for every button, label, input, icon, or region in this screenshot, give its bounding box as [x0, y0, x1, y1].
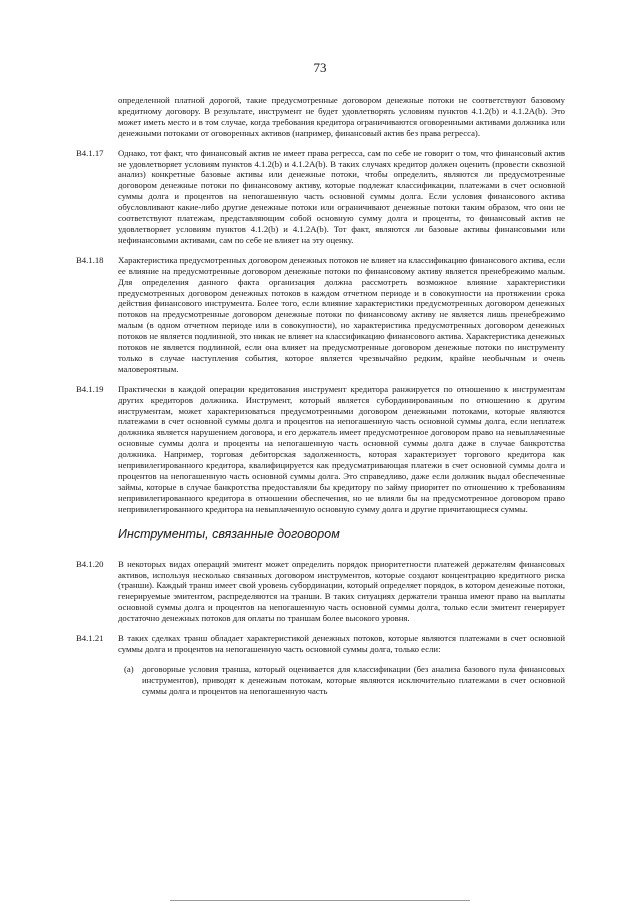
list-marker: (a): [124, 663, 134, 674]
paragraph-number: B4.1.21: [76, 633, 104, 644]
paragraph-number: B4.1.19: [76, 383, 104, 394]
paragraph-b4-1-19: [76, 384, 565, 515]
page-number: 73: [313, 60, 327, 75]
paragraph-text: В некоторых видах операций эмитент может определить порядок приоритетности платежей держателям финансовых активов, используя несколько связанных договором инструментов, которые создают концентрацию кредитного риска (транши). Каждый транш имеет свой уровень субординации, который определяет порядок, в котором денежные потоки, генерируемые эмитентом, распределяются на транши. В таких ситуациях держатели транша имеют право на выплаты основной суммы долга и процентов на непогашенную часть основной суммы долга, только если эмитент генерирует достаточно денежных потоков для оплаты по траншам более высокого уровня.: [118, 558, 565, 624]
page-content: [76, 95, 565, 706]
paragraph-b4-1-17: [76, 148, 565, 246]
list-item-text: договорные условия транша, который оценивается для классификации (без анализа базового пула финансовых инструментов), приводят к денежным потокам, которые являются исключительно платежами в счет основной суммы долга и процентов на непогашенную часть: [142, 663, 565, 696]
section-heading: Инструменты, связанные договором: [118, 526, 340, 541]
paragraph-number: B4.1.18: [76, 254, 104, 265]
list-item-a: [76, 664, 565, 697]
paragraph-text: Характеристика предусмотренных договором денежных потоков не влияет на классификацию финансового актива, если ее влияние на предусмотренные договором денежные потоки по финансовому активу является пренебрежимо малым. Для определения данного факта организация должна рассмотреть возможное влияние характеристики предусмотренных договором денежных потоков в каждом отчетном периоде и в совокупности на протяжении срока действия финансового инструмента. Более того, если влияние характеристики предусмотренных договором денежных потоков на предусмотренные договором денежные потоки по финансовому активу не является лишь пренебрежимо малым (в одном отчетном периоде или в совокупности), но характеристика предусмотренных договором денежных потоков не является подлинной, это никак не влияет на классификацию финансового актива. Характеристика денежных потоков не является подлинной, если она влияет на предусмотренные договором денежные потоки по инструменту только в случае наступления события, которое является чрезвычайно редким, крайне необычным и очень маловероятным.: [118, 254, 565, 374]
paragraph-text: определенной платной дорогой, такие предусмотренные договором денежные потоки не соответствуют базовому кредитному договору. В результате, инструмент не будет удовлетворять условиям пунктов 4.1.2(b) и 4.1.2A(b). Это может иметь место и в том случае, когда требования кредитора ограничиваются оговоренными активами должника или денежными потоками от оговоренных активов (например, финансовый актив без права регресса).: [118, 95, 565, 138]
paragraph-b4-1-21: [76, 633, 565, 655]
paragraph-number: B4.1.17: [76, 147, 104, 158]
paragraph-text: Практически в каждой операции кредитования инструмент кредитора ранжируется по отношению к инструментам других кредиторов должника. Инструмент, который является субординированным по отношению к другим инструментам, может характеризоваться предусмотренными договором денежными потоками, которые являются платежами в счет основной суммы долга и процентов на непогашенную часть основной суммы долга, если неплатеж должника является нарушением договора, и его держатель имеет предусмотренное договором право на невыплаченные основные суммы долга и проценты на непогашенную часть основной суммы долга даже в случае банкротства должника. Например, торговая дебиторская задолженность, которая характеризует торгового кредитора как непривилегированного кредитора, квалифицируется как предусматривающая платежи в счет основной суммы долга и процентов на непогашенную часть основной суммы долга. Это справедливо, даже если должник выдал обеспеченные займы, которые в случае банкротства предоставляли бы кредитору по займу приоритет по отношению к требованиям непривилегированного кредитора в отношении обеспечения, но не влияли бы на предусмотренное договором право непривилегированного кредитора на невыплаченную основную сумму долга и другие причитающиеся суммы.: [118, 383, 565, 514]
paragraph-text: Однако, тот факт, что финансовый актив не имеет права регресса, сам по себе не говорит о том, что финансовый актив не удовлетворяет условиям пунктов 4.1.2(b) и 4.1.2A(b). В таких случаях кредитор должен оценить (провести сквозной анализ) конкретные базовые активы или денежные потоки, чтобы определить, являются ли предусмотренные договором денежные потоки по финансовому активу, которые подлежат классификации, платежами в счет основной суммы долга и процентов на непогашенную часть основной суммы долга. Если условия финансового актива обусловливают какие-либо другие денежные потоки или ограничивают денежные потоки таким образом, что они не соответствуют платежам, представляющим собой основную сумму долга и проценты, то финансовый актив не удовлетворяет условиям пунктов 4.1.2(b) и 4.1.2A(b). Тот факт, являются ли базовые активы финансовыми или нефинансовыми активами, сам по себе не влияет на эту оценку.: [118, 147, 565, 245]
paragraph-text: В таких сделках транш обладает характеристикой денежных потоков, которые являются платежами в счет основной суммы долга и процентов на непогашенную часть основной суммы долга, только если:: [118, 633, 565, 654]
paragraph-continuation: [76, 95, 565, 139]
bottom-divider: [170, 900, 470, 901]
paragraph-b4-1-20: [76, 559, 565, 624]
paragraph-number: B4.1.20: [76, 558, 104, 569]
paragraph-b4-1-18: [76, 255, 565, 375]
